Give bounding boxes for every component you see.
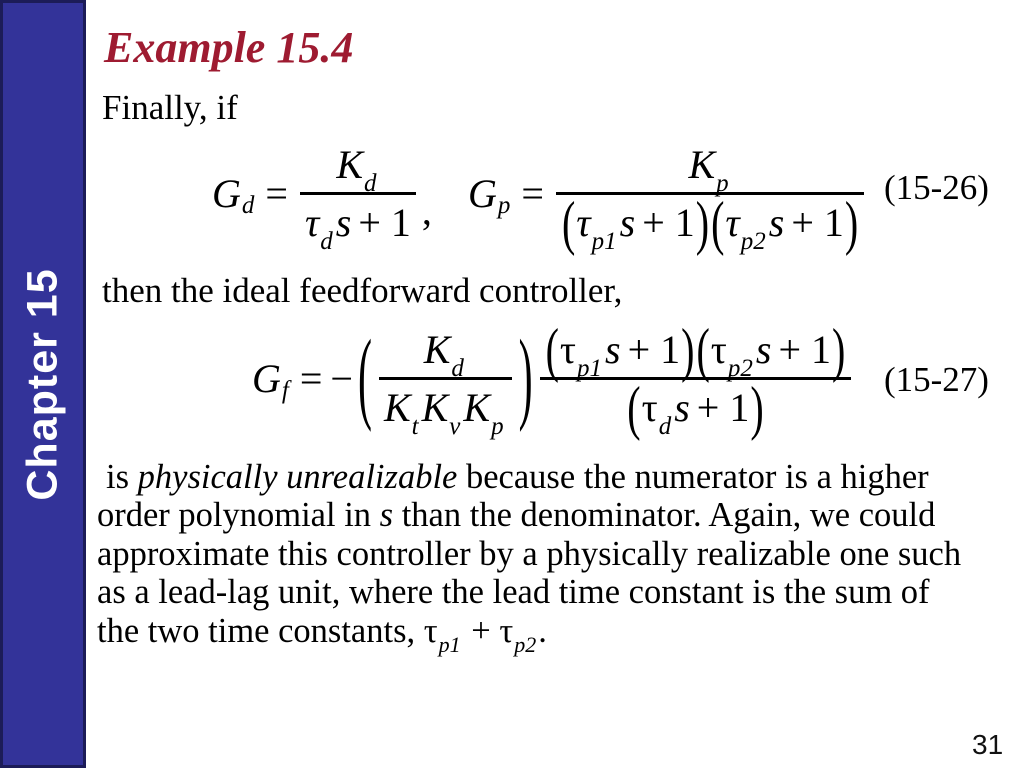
slide-title: Example 15.4 bbox=[104, 23, 354, 72]
para-text: because the numerator is a higher bbox=[457, 458, 929, 496]
fraction-leadlag bbox=[540, 315, 852, 441]
numerator bbox=[683, 141, 736, 197]
fraction-bar bbox=[379, 377, 512, 380]
plus-one: + 1 bbox=[627, 326, 681, 372]
sub-p2: p2 bbox=[514, 631, 537, 657]
var-K: K bbox=[423, 326, 451, 372]
plus-one: + 1 bbox=[642, 199, 695, 245]
period: . bbox=[538, 611, 547, 650]
equation-number-15-27: (15-27) bbox=[884, 360, 989, 399]
fraction-bar bbox=[556, 192, 864, 195]
var-tau: τ bbox=[423, 611, 438, 650]
big-close-paren: ) bbox=[518, 321, 533, 435]
var-s: s bbox=[768, 199, 785, 245]
var-K: K bbox=[688, 141, 716, 187]
var-tau: τ bbox=[710, 326, 727, 372]
equation-gf bbox=[252, 315, 855, 441]
equals-sign: = bbox=[521, 170, 544, 216]
open-paren: ( bbox=[561, 188, 576, 256]
plus-one: + 1 bbox=[358, 199, 411, 245]
page-number: 31 bbox=[972, 729, 1004, 760]
var-tau: τ bbox=[641, 384, 658, 430]
sub-p1: p1 bbox=[438, 631, 461, 657]
var-tau: τ bbox=[559, 326, 576, 372]
var-tau: τ bbox=[576, 199, 591, 245]
para-text: the two time constants, bbox=[97, 611, 424, 650]
body-paragraph bbox=[97, 458, 962, 657]
paragraph-line-4 bbox=[97, 573, 961, 611]
sub-v: v bbox=[449, 412, 461, 440]
denominator bbox=[300, 199, 416, 255]
open-paren: ( bbox=[711, 188, 725, 256]
var-G: G bbox=[212, 170, 241, 216]
numerator bbox=[419, 326, 472, 382]
chapter-sidebar bbox=[0, 0, 86, 768]
intro-text: Finally, if bbox=[102, 88, 238, 127]
sub-p2: p2 bbox=[740, 227, 766, 255]
var-s: s bbox=[335, 199, 352, 245]
close-paren: ) bbox=[750, 373, 764, 441]
paragraph-line-3 bbox=[97, 535, 961, 573]
fraction-gain bbox=[379, 326, 512, 440]
sub-p1: p1 bbox=[577, 354, 602, 382]
para-text: approximate this controller by a physically realizable one such bbox=[97, 534, 962, 573]
var-tau: τ bbox=[304, 199, 320, 245]
para-text-italic: physically unrealizable bbox=[137, 458, 458, 496]
sub-p: p bbox=[491, 412, 504, 440]
minus-sign: − bbox=[330, 355, 353, 401]
paragraph-line-5 bbox=[97, 611, 961, 657]
denominator bbox=[621, 373, 769, 441]
var-G: G bbox=[252, 355, 281, 401]
var-s: s bbox=[674, 384, 690, 430]
plus-one: + 1 bbox=[696, 384, 750, 430]
chapter-label: Chapter 15 bbox=[18, 267, 67, 501]
big-open-paren: ( bbox=[357, 321, 372, 435]
var-G: G bbox=[468, 170, 497, 216]
var-K: K bbox=[336, 141, 364, 187]
equals-sign: = bbox=[299, 355, 323, 401]
para-text: is bbox=[106, 458, 138, 496]
var-K: K bbox=[421, 384, 449, 430]
var-s: s bbox=[605, 326, 621, 372]
comma: , bbox=[421, 187, 432, 233]
var-tau: τ bbox=[725, 199, 740, 245]
sub-p1: p1 bbox=[591, 227, 617, 255]
var-s: s bbox=[619, 199, 636, 245]
para-text: as a lead-lag unit, where the lead time constant is the sum of bbox=[97, 573, 930, 612]
equals-sign: = bbox=[265, 170, 288, 216]
sub-d: d bbox=[320, 227, 333, 255]
numerator bbox=[331, 141, 384, 197]
sub-p2: p2 bbox=[727, 354, 753, 382]
paragraph-line-1 bbox=[97, 458, 961, 496]
var-s: s bbox=[755, 326, 772, 372]
close-paren: ) bbox=[681, 315, 695, 383]
fraction-gp bbox=[556, 141, 864, 256]
sub-f: f bbox=[281, 377, 289, 404]
equation-gp bbox=[468, 137, 868, 256]
close-paren: ) bbox=[832, 315, 846, 383]
paragraph-line-2 bbox=[97, 496, 961, 534]
close-paren: ) bbox=[695, 188, 710, 256]
open-paren: ( bbox=[627, 373, 641, 441]
denominator bbox=[379, 384, 512, 440]
para-text: than the denominator. Again, we could bbox=[393, 496, 936, 535]
sub-d: d bbox=[451, 354, 464, 382]
para-text: order polynomial in bbox=[97, 496, 380, 535]
var-tau: τ bbox=[499, 611, 514, 650]
sub-t: t bbox=[411, 412, 419, 440]
equation-number-15-26: (15-26) bbox=[884, 168, 989, 207]
var-K: K bbox=[463, 384, 491, 430]
sub-d: d bbox=[658, 412, 672, 440]
para-text-italic: s bbox=[379, 496, 394, 535]
sub-d: d bbox=[241, 192, 255, 219]
denominator bbox=[556, 188, 864, 256]
plus-sign: + bbox=[462, 611, 500, 650]
numerator bbox=[540, 315, 852, 383]
plus-one: + 1 bbox=[778, 326, 832, 372]
sub-p: p bbox=[716, 169, 729, 197]
open-paren: ( bbox=[545, 315, 559, 383]
var-K: K bbox=[383, 384, 411, 430]
equation-gd bbox=[212, 137, 432, 255]
close-paren: ) bbox=[844, 188, 859, 256]
sub-d: d bbox=[364, 169, 377, 197]
open-paren: ( bbox=[696, 315, 710, 383]
sub-p: p bbox=[497, 192, 511, 219]
plus-one: + 1 bbox=[791, 199, 844, 245]
fraction-bar bbox=[300, 192, 416, 195]
fraction-gd bbox=[300, 141, 416, 255]
middle-text: then the ideal feedforward controller, bbox=[102, 271, 623, 310]
